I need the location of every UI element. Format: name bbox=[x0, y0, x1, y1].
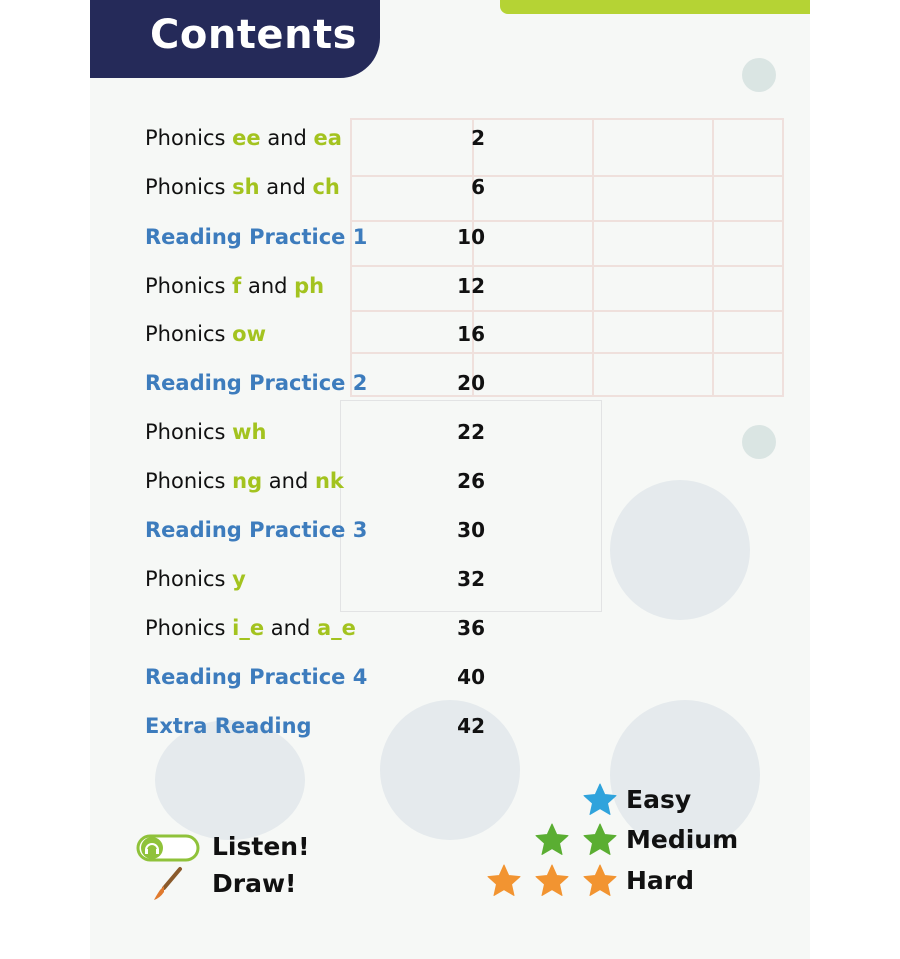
toc-entry-title bbox=[145, 371, 367, 395]
phonics-sound: a_e bbox=[316, 616, 356, 640]
easy-label: Easy bbox=[626, 785, 692, 814]
toc-row bbox=[145, 663, 485, 697]
star-icon bbox=[534, 822, 570, 858]
toc-page-number: 10 bbox=[457, 225, 485, 249]
phonics-sound: ng bbox=[232, 469, 263, 493]
phonics-sound: f bbox=[232, 274, 242, 298]
toc-page-number: 16 bbox=[457, 322, 485, 346]
toc-row bbox=[145, 320, 485, 354]
star-icon bbox=[582, 822, 618, 858]
medium-label: Medium bbox=[626, 825, 739, 854]
toc-text: Reading Practice 1 bbox=[145, 225, 368, 249]
toc-row bbox=[145, 418, 485, 452]
toc-row bbox=[145, 467, 485, 501]
background-table bbox=[350, 118, 784, 397]
background-illustration bbox=[610, 480, 750, 620]
toc-text: Phonics bbox=[145, 126, 233, 150]
toc-text: Phonics bbox=[145, 567, 233, 591]
toc-row bbox=[145, 223, 485, 257]
toc-entry-title bbox=[145, 175, 340, 199]
star-icon bbox=[582, 782, 618, 818]
toc-text: and bbox=[262, 469, 315, 493]
toc-page-number: 2 bbox=[471, 126, 485, 150]
draw-label: Draw! bbox=[212, 869, 297, 898]
toc-row bbox=[145, 565, 485, 599]
phonics-sound: ee bbox=[232, 126, 261, 150]
toc-entry-title bbox=[145, 714, 312, 738]
toc-entry-title bbox=[145, 225, 367, 249]
toc-entry-title bbox=[145, 469, 344, 493]
toc-page-number: 26 bbox=[457, 469, 485, 493]
star-icon bbox=[486, 863, 522, 899]
toc-entry-title bbox=[145, 567, 246, 591]
toc-entry-title bbox=[145, 322, 266, 346]
toc-page-number: 6 bbox=[471, 175, 485, 199]
phonics-sound: sh bbox=[232, 175, 260, 199]
toc-text: Extra Reading bbox=[145, 714, 312, 738]
listen-toggle-icon bbox=[136, 833, 200, 863]
star-icon bbox=[582, 863, 618, 899]
toc-page-number: 22 bbox=[457, 420, 485, 444]
toc-text: Phonics bbox=[145, 274, 233, 298]
toc-page-number: 32 bbox=[457, 567, 485, 591]
toc-text: and bbox=[264, 616, 317, 640]
phonics-sound: y bbox=[232, 567, 246, 591]
toc-entry-title bbox=[145, 274, 324, 298]
phonics-sound: wh bbox=[232, 420, 267, 444]
toc-text: Phonics bbox=[145, 420, 233, 444]
page-title: Contents bbox=[150, 12, 357, 58]
toc-row bbox=[145, 516, 485, 550]
toc-page-number: 40 bbox=[457, 665, 485, 689]
toc-text: Reading Practice 3 bbox=[145, 518, 368, 542]
toc-text: Phonics bbox=[145, 469, 233, 493]
listen-label: Listen! bbox=[212, 832, 310, 861]
star-icon bbox=[534, 863, 570, 899]
toc-text: Reading Practice 2 bbox=[145, 371, 368, 395]
toc-row bbox=[145, 712, 485, 746]
phonics-sound: ph bbox=[294, 274, 325, 298]
toc-text: and bbox=[241, 274, 295, 298]
toc-entry-title bbox=[145, 518, 367, 542]
toc-text: and bbox=[259, 175, 313, 199]
exercise-number-icon bbox=[742, 425, 776, 459]
toc-entry-title bbox=[145, 616, 356, 640]
accent-bar bbox=[500, 0, 810, 14]
toc-page-number: 20 bbox=[457, 371, 485, 395]
phonics-sound: nk bbox=[314, 469, 344, 493]
toc-row bbox=[145, 173, 485, 207]
toc-page-number: 12 bbox=[457, 274, 485, 298]
title-tab bbox=[90, 0, 380, 78]
toc-text: Phonics bbox=[145, 175, 233, 199]
phonics-sound: i_e bbox=[232, 616, 265, 640]
toc-entry-title bbox=[145, 126, 342, 150]
exercise-number-icon bbox=[742, 58, 776, 92]
toc-text: Reading Practice 4 bbox=[145, 665, 368, 689]
toc-row bbox=[145, 614, 485, 648]
toc-row bbox=[145, 369, 485, 403]
toc-page-number: 42 bbox=[457, 714, 485, 738]
toc-text: Phonics bbox=[145, 616, 233, 640]
phonics-sound: ch bbox=[312, 175, 340, 199]
toc-page-number: 30 bbox=[457, 518, 485, 542]
phonics-sound: ow bbox=[232, 322, 266, 346]
toc-entry-title bbox=[145, 665, 367, 689]
toc-row bbox=[145, 124, 485, 158]
toc-row bbox=[145, 272, 485, 306]
toc-page-number: 36 bbox=[457, 616, 485, 640]
contents-page bbox=[90, 0, 810, 959]
toc-text: Phonics bbox=[145, 322, 233, 346]
toc-text: and bbox=[260, 126, 314, 150]
phonics-sound: ea bbox=[313, 126, 342, 150]
toc-entry-title bbox=[145, 420, 267, 444]
paintbrush-icon bbox=[150, 866, 184, 902]
hard-label: Hard bbox=[626, 866, 695, 895]
